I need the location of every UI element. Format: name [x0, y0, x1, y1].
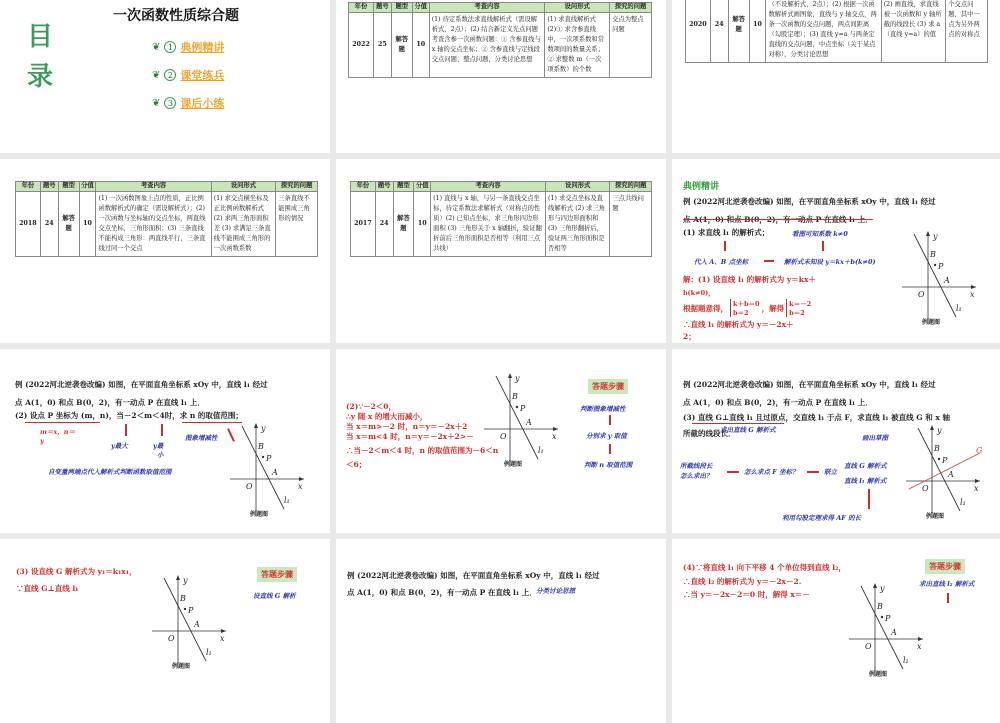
column-header: 题号: [373, 3, 391, 13]
arrow-icon: [971, 285, 976, 289]
label-b: B: [512, 392, 518, 401]
label-x: x: [970, 290, 975, 299]
label-a: A: [526, 418, 532, 427]
label-p: P: [942, 456, 948, 465]
slide-thumbnail-8[interactable]: [336, 349, 666, 533]
cell-type: 解答题: [728, 0, 749, 63]
solution-line: [683, 299, 811, 317]
table-row: [16, 191, 318, 256]
equation-system: [786, 299, 811, 317]
leaf-icon: ❦: [152, 97, 161, 109]
connector-line: [724, 241, 726, 251]
step: 分别求 y 取值: [586, 432, 627, 440]
exam-table: [348, 2, 652, 78]
diagram-slot: [904, 423, 984, 523]
cell-type: 解答题: [391, 12, 412, 77]
cell-issue: 个交点问题，其中一点为另外两点的对称点: [946, 0, 988, 63]
label-a: A: [944, 276, 950, 285]
column-header: 题号: [375, 182, 393, 192]
toc-item[interactable]: [152, 67, 224, 83]
column-header: 题型: [393, 182, 414, 192]
annotation-ymin: y最: [153, 442, 164, 450]
label-p: P: [520, 404, 526, 413]
coordinate-diagram: [150, 573, 230, 669]
cell-issue: 交点为整点问题: [610, 12, 652, 77]
answer-steps-badge: 答题步骤: [925, 559, 965, 574]
equation: k＝－2: [789, 300, 812, 308]
column-header: 探究的问题: [610, 182, 652, 192]
label-a: A: [948, 470, 954, 479]
cell-issue: 三点共线问题: [610, 191, 652, 256]
solution-line: ∵直线 G⊥直线 l₁: [16, 584, 79, 593]
example-stem-line1: 例 (2022河北逆袭卷改编) 如图，在平面直角坐标系 xOy 中，直线 l₁ 经过: [683, 380, 936, 389]
cell-content: （不设解析式，2点）；(2) 根据一次函数解析式画图象，直线与 y 轴交点，两条一次函数的交点问题，两点间距离（勾股定理）；(3) 直线 y=a 与两条定直线的交点问题，中点坐标（关于某点对称），分类讨论思想: [766, 0, 881, 63]
section-title: 典例精讲: [683, 182, 720, 192]
point-p: [184, 608, 186, 610]
cell-score: 10: [79, 191, 96, 256]
toc-list: [152, 39, 224, 111]
diagram-slot: [847, 581, 927, 681]
slide-thumbnail-3[interactable]: [672, 0, 1000, 153]
toc-item[interactable]: [152, 95, 224, 111]
deck-title: 一次函数性质综合题: [113, 8, 239, 24]
cell-no: 25: [373, 12, 391, 77]
step: 设直线 G 解析: [253, 592, 296, 600]
solution-line: b(k≠0)，: [683, 289, 715, 297]
label-b: B: [934, 444, 940, 453]
solution-line: ∴当 y＝－2x－2＝0 时，解得 x＝－: [683, 590, 810, 599]
column-header: 题型: [58, 182, 79, 192]
connector-line: [822, 241, 824, 251]
column-header: 考查内容: [431, 182, 546, 192]
coordinate-diagram: [847, 581, 927, 677]
annotation-ymin: 小: [157, 451, 164, 459]
column-header: 探究的问题: [610, 3, 652, 13]
slide-thumbnail-1[interactable]: [0, 0, 330, 153]
solution-line: ∴直线 l₂ 的解析式为 y＝－2x－2.: [683, 577, 802, 586]
diagram-caption: 例题图: [922, 319, 941, 325]
solution-line: 2；: [683, 332, 696, 341]
column-header: 年份: [351, 182, 376, 192]
cell-issue: 三条直线不能围成三角形的情况: [276, 191, 318, 256]
slide-thumbnail-11[interactable]: [336, 539, 666, 723]
example-stem-line2: 点 A(1，0) 和点 B(0，2)，有一动点 P 在直线 l₁ 上．: [683, 215, 873, 224]
label-l1: l₁: [960, 498, 966, 507]
point-p: [938, 458, 940, 460]
slide-thumbnail-10[interactable]: [0, 539, 330, 723]
equation: b＝2: [789, 309, 805, 317]
coordinate-diagram: [904, 423, 984, 519]
cell-form: (2) 画直线，求直线被一次函数和 y 轴所截的线段长 (3) 求 a（直线 y=a）的值: [881, 0, 946, 63]
label-origin: O: [922, 484, 929, 493]
toc-number: 3: [164, 97, 176, 109]
arrow-icon: [930, 425, 934, 430]
arrow: [727, 471, 739, 473]
connector-line: [125, 424, 127, 436]
label-l1: l₁: [206, 648, 212, 657]
table-header-row: [351, 182, 652, 192]
label-y: y: [933, 232, 938, 241]
arrow-icon: [926, 231, 930, 236]
cell-type: 解答题: [393, 191, 414, 256]
step: 求出直线 l₂ 解析式: [919, 580, 975, 588]
connector-line: [609, 444, 611, 454]
annotation-sketch: 画出草图: [862, 434, 888, 442]
arrow-icon: [553, 427, 558, 431]
arrow-icon: [975, 479, 980, 483]
cell-year: 2018: [16, 191, 41, 256]
label-origin: O: [918, 290, 925, 299]
cell-score: 10: [412, 12, 429, 77]
label-b: B: [180, 594, 186, 603]
label-b: B: [258, 442, 264, 451]
toc-link[interactable]: 课堂练兵: [180, 69, 225, 82]
leaf-icon: ❦: [152, 41, 161, 53]
flow-join: 联立: [824, 468, 837, 476]
slide-thumbnail-12[interactable]: [672, 539, 1000, 723]
point-p: [262, 456, 264, 458]
solution-text: 根据题意得，: [683, 303, 728, 313]
label-origin: O: [500, 432, 507, 441]
flow-question: 怎么求出？: [680, 472, 713, 480]
diagram-caption: 例题图: [504, 461, 523, 467]
column-header: 探究的问题: [276, 182, 318, 192]
label-x: x: [974, 484, 979, 493]
step: 判断 n 取值范围: [584, 461, 633, 469]
table-row: [351, 191, 652, 256]
label-p: P: [938, 262, 944, 271]
cell-score: 10: [749, 0, 766, 63]
connector-line: [609, 415, 611, 425]
example-stem-line1: 例 (2022河北逆袭卷改编) 如图，在平面直角坐标系 xOy 中，直线 l₁ 经过: [347, 571, 600, 580]
label-y: y: [261, 424, 266, 433]
slide-thumbnail-4[interactable]: [0, 159, 330, 343]
solution-line: ∴直线 l₁ 的解析式为 y＝－2x＋: [683, 320, 794, 329]
table-header-row: [349, 3, 652, 13]
diagram-caption: 例题图: [869, 671, 888, 677]
step: 判断图象增减性: [580, 405, 626, 413]
label-x: x: [298, 482, 303, 491]
arrow: [807, 471, 819, 473]
underline: [25, 422, 100, 423]
example-stem-line2: 点 A(1，0) 和点 B(0，2)，有一动点 P 在直线 l₁ 上．: [683, 398, 873, 407]
toc-heading-char: 录: [27, 62, 54, 92]
flow-question: 怎么求点 F 坐标？: [744, 468, 799, 476]
label-l1: l₁: [956, 304, 962, 313]
example-stem-line1: 例 (2022河北逆袭卷改编) 如图，在平面直角坐标系 xOy 中，直线 l₁ 经过: [683, 197, 936, 206]
table-row: [349, 12, 652, 77]
annotation-g: 求出直线 G 解析式: [720, 426, 776, 434]
slide-thumbnail-6[interactable]: [672, 159, 1000, 343]
toc-number: 2: [164, 69, 176, 81]
connector-line: [947, 593, 949, 603]
coordinate-diagram: [900, 229, 980, 325]
cell-content: (1) 待定系数法求直线解析式（需设解析式，2点）；(2) 结合新定义光点问题考查含参一次函数问题：① 含参直线与 x 轴的交点坐标；② 含参直线与定线段交点问题、整点问题，分类讨论思想: [429, 12, 545, 77]
cell-content: (1) 直线与 x 轴，与另一条直线交点坐标，待定系数法求解析式（对称点的性质）(2) 已知点坐标，求三角形四边形面积 (3) 三角形关于 x 轴翻折，验证翻折前后三角形面积是否相等（利用三点共线）: [431, 191, 546, 256]
toc-link[interactable]: 课后小练: [180, 97, 225, 110]
column-header: 年份: [349, 3, 374, 13]
solution-line: 当 x＝m>－2 时，n＝y＝－2x＋2: [346, 422, 468, 431]
label-x: x: [220, 634, 225, 643]
arrow-icon: [508, 373, 512, 378]
toc-link[interactable]: 典例精讲: [180, 41, 225, 54]
coordinate-diagram: [228, 421, 308, 517]
diagram-caption: 例题图: [926, 513, 945, 519]
annotation-substitute: 代入 A、B 点坐标: [694, 258, 749, 266]
question-3: (3) 直线 G⊥直线 l₁ 且过原点，交直线 l₁ 于点 F，求直线 l₁ 被直线 G 和 x 轴: [683, 413, 950, 422]
slide-thumbnail-5[interactable]: [336, 159, 666, 343]
solution-line: ＜6；: [346, 460, 367, 469]
flow-eq: 直线 G 解析式: [844, 462, 887, 470]
label-b: B: [877, 602, 883, 611]
cell-no: 24: [40, 191, 58, 256]
column-header: 考查内容: [429, 3, 545, 13]
diagram-slot: [228, 421, 308, 521]
label-a: A: [272, 468, 278, 477]
arrow-icon: [299, 477, 304, 481]
label-origin: O: [246, 482, 253, 491]
column-header: 分值: [414, 182, 431, 192]
label-g: G: [976, 446, 983, 455]
solution-line: (2)∵－2＜0，: [346, 402, 397, 411]
table-row: [686, 0, 988, 63]
connector-line: [161, 424, 163, 436]
label-origin: O: [865, 642, 872, 651]
slide-thumbnail-2[interactable]: [336, 0, 666, 153]
label-a: A: [194, 620, 200, 629]
label-origin: O: [168, 634, 175, 643]
column-header: 设问形式: [545, 3, 610, 13]
point-p: [516, 406, 518, 408]
diagram-caption: 例题图: [172, 663, 191, 669]
solution-line: (3) 设直线 G 解析式为 y₁＝k₁x₁，: [16, 567, 137, 576]
toc-heading: [27, 17, 53, 97]
diagram-slot: [150, 573, 230, 673]
cell-year: 2022: [349, 12, 374, 77]
exam-table: [685, 0, 988, 63]
flow-eq: 直线 l₁ 解析式: [844, 477, 887, 485]
column-header: 分值: [79, 182, 96, 192]
toc-heading-char: 目: [27, 22, 54, 52]
annotation-monotonic: 图象增减性: [185, 434, 218, 442]
underline: [692, 423, 784, 424]
connector-line: [868, 489, 870, 509]
column-header: 分值: [412, 3, 429, 13]
cell-score: 10: [414, 191, 431, 256]
annotation-mn: y: [40, 437, 44, 445]
label-b: B: [930, 250, 936, 259]
label-y: y: [937, 426, 942, 435]
label-y: y: [515, 374, 520, 383]
label-x: x: [552, 432, 557, 441]
cell-content: (1) 一次函数图象上点的性质，正比例函数解析式的确定（需设解析式）；(2) 一次函数与坐标轴的交点坐标，两直线交点坐标，三角形面积；(3) 三条直线不能构成三角形：两直线平行，三条直线过同一个交点: [96, 191, 211, 256]
solution-text: ，解得: [761, 303, 785, 313]
flow-question: 所截线段长: [680, 462, 713, 470]
diagram-slot: [900, 229, 980, 329]
question-1: (1) 求直线 l₁ 的解析式；: [683, 228, 770, 237]
table-header-row: [16, 182, 318, 192]
solution-line: (4)∵将直线 l₁ 向下平移 4 个单位得到直线 l₂，: [683, 563, 846, 572]
toc-item[interactable]: [152, 39, 224, 55]
point-p: [934, 264, 936, 266]
column-header: 设问形式: [211, 182, 276, 192]
solution-line: ∴y 随 x 的增大而减小，: [346, 412, 428, 421]
point-p: [881, 616, 883, 618]
connector-line: [764, 260, 774, 262]
solution-line: 当 x＝m<4 时，n＝y＝－2x＋2>－: [346, 432, 474, 441]
cell-form: (1) 求交点坐标及直线解析式 (2) 求三角形与四边形面积和 (3) 三角形翻折后，验证两三角形面积是否相等: [546, 191, 610, 256]
equation-system: [730, 299, 760, 317]
cell-no: 24: [375, 191, 393, 256]
diagram-slot: [482, 371, 562, 471]
annotation-method: 自变量两端点代入解析式判断函数取值范围: [48, 468, 172, 476]
solution-line: 解：(1) 设直线 l₁ 的解析式为 y＝kx＋: [683, 275, 816, 284]
cell-form: (1) 求直线解析式 (2)① 求含参直线中，一次项系数和常数项间的数量关系；② 求整数 m（一次项系数）的个数: [545, 12, 610, 77]
label-a: A: [891, 628, 897, 637]
column-header: 题型: [391, 3, 412, 13]
label-x: x: [917, 642, 922, 651]
arrow-icon: [918, 637, 923, 641]
arrow-icon: [176, 575, 180, 580]
exam-table: [15, 181, 318, 257]
toc-number: 1: [164, 41, 176, 53]
annotation-mn: m＝x，n＝: [40, 428, 75, 436]
annotation-k: 看图可知系数 k≠0: [792, 230, 848, 238]
cell-form: (1) 求交点横坐标及正比例函数解析式 (2) 求两三角形面积差 (3) 求满足三条直线不能围成三角形的一次函数系数: [211, 191, 276, 256]
label-p: P: [188, 606, 194, 615]
arrow-icon: [221, 629, 226, 633]
leaf-icon: ❦: [152, 69, 161, 81]
label-y: y: [183, 576, 188, 585]
diagram-caption: 例题图: [250, 511, 269, 517]
question-3: 所截的线段长．: [683, 429, 736, 438]
column-header: 题号: [40, 182, 58, 192]
annotation-ymax: y最大: [111, 442, 128, 450]
question-2: (2) 设点 P 坐标为 (m，n)，当－2＜m＜4时，求 n 的取值范围；: [15, 411, 243, 420]
arrow-icon: [254, 423, 258, 428]
column-header: 年份: [16, 182, 41, 192]
flow-result: 利用勾股定理求得 AF 的长: [782, 514, 862, 522]
label-l1: l₁: [903, 656, 909, 665]
label-p: P: [885, 614, 891, 623]
solution-line: ∴当－2＜m＜4 时，n 的取值范围为－6＜n: [346, 446, 499, 455]
cell-year: 2020: [686, 0, 711, 63]
label-l1: l₁: [284, 496, 290, 505]
label-l1: l₁: [538, 446, 544, 455]
annotation-classification: 分类讨论思想: [536, 587, 575, 595]
annotation-form: 解析式未知设 y＝kx＋b(k≠0): [784, 258, 876, 266]
cell-no: 24: [710, 0, 728, 63]
example-stem-line2: 点 A(1，0) 和点 B(0，2)，有一动点 P 在直线 l₁ 上．: [347, 588, 537, 597]
cell-type: 解答题: [58, 191, 79, 256]
column-header: 设问形式: [546, 182, 610, 192]
column-header: 考查内容: [96, 182, 211, 192]
slide-thumbnail-9[interactable]: [672, 349, 1000, 533]
example-stem-line2: 点 A(1，0) 和点 B(0，2)，有一动点 P 在直线 l₁ 上．: [15, 398, 205, 407]
example-stem-line1: 例 (2022河北逆袭卷改编) 如图，在平面直角坐标系 xOy 中，直线 l₁ 经过: [15, 380, 268, 389]
cell-year: 2017: [351, 191, 376, 256]
equation: b＝2: [733, 309, 749, 317]
answer-steps-badge: 答题步骤: [257, 567, 297, 582]
answer-steps-badge: 答题步骤: [588, 379, 628, 394]
exam-table: [350, 181, 652, 257]
slide-thumbnail-7[interactable]: [0, 349, 330, 533]
arrow-icon: [873, 583, 877, 588]
label-p: P: [266, 454, 272, 463]
label-y: y: [880, 584, 885, 593]
equation: k＋b＝0: [733, 300, 760, 308]
